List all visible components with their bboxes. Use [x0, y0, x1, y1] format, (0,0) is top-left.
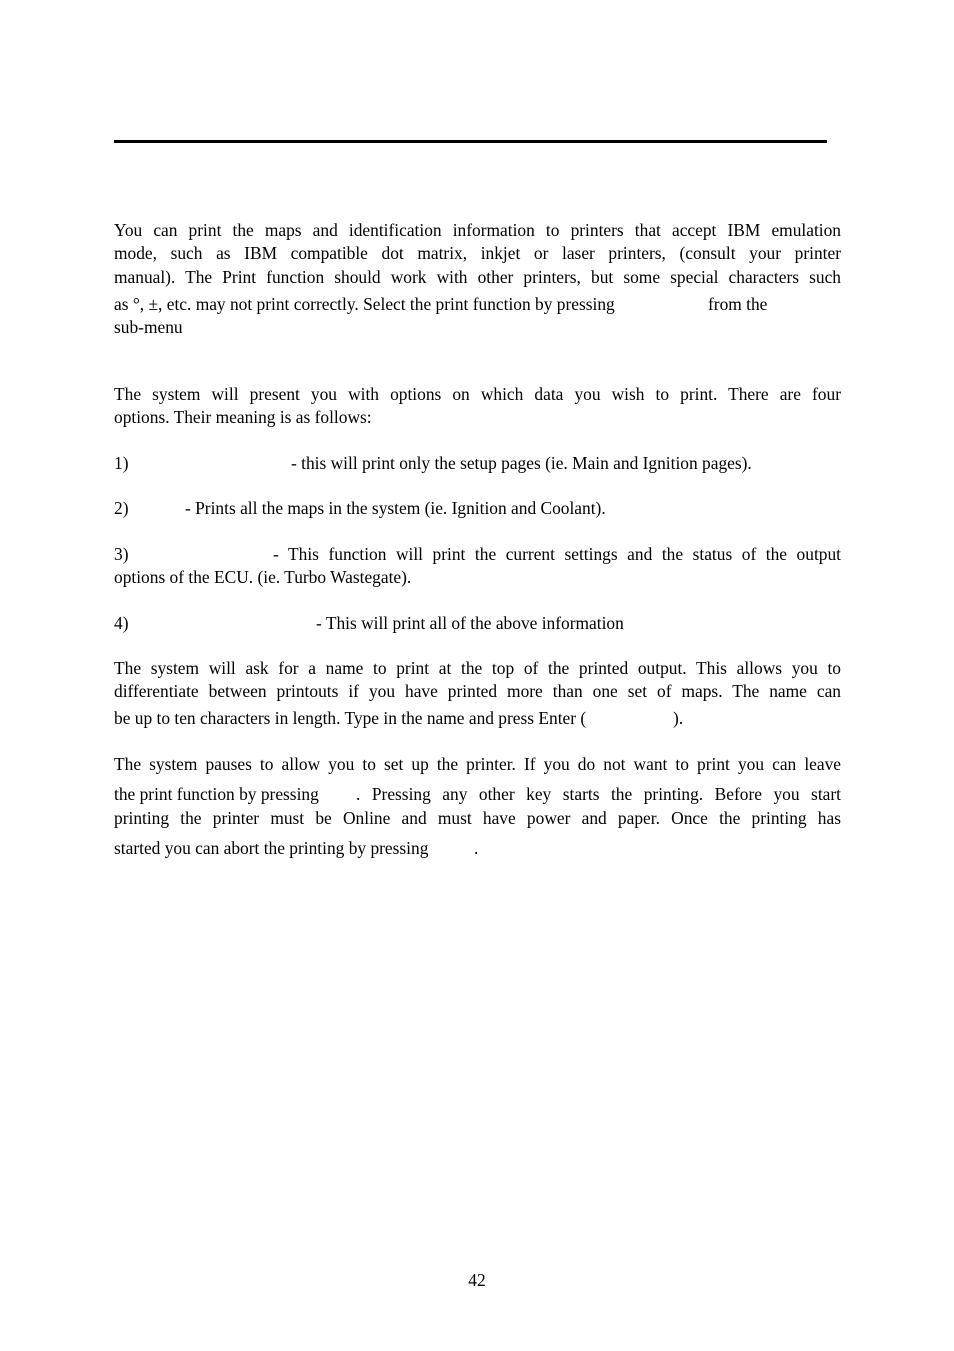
printer-line-2b: . Pressing any other key starts the printing. Before you start: [356, 784, 841, 804]
options-intro-line-1: The system will present you with options on which data you wish to print. There are four: [114, 384, 841, 404]
name-line-3b: ).: [673, 708, 684, 728]
option-3-number: 3): [114, 544, 129, 564]
option-3-text-2: options of the ECU. (ie. Turbo Wastegate).: [114, 567, 412, 587]
option-2-number: 2): [114, 498, 129, 518]
header-rule: [114, 140, 827, 143]
printer-line-4b: .: [474, 838, 479, 858]
option-3-line-1-wrap: [273, 543, 841, 566]
intro-line-5: sub-menu: [114, 317, 183, 337]
option-4-text: - This will print all of the above information: [316, 613, 624, 633]
intro-line-1: You can print the maps and identification information to printers that accept IBM emulation: [114, 220, 841, 240]
option-2-text: - Prints all the maps in the system (ie. Ignition and Coolant).: [185, 498, 606, 518]
printer-paragraph: [114, 753, 841, 776]
intro-line-2: mode, such as IBM compatible dot matrix, inkjet or laser printers, (consult your printer: [114, 243, 841, 264]
intro-line-4b: from the: [708, 294, 768, 314]
printer-line-4a: started you can abort the printing by pressing: [114, 838, 429, 858]
printer-line-3: printing the printer must be Online and must have power and paper. Once the printing has: [114, 808, 841, 828]
name-line-2: differentiate between printouts if you have printed more than one set of maps. The name can: [114, 681, 841, 702]
option-3-text: - This function will print the current settings and the status of the output: [273, 544, 841, 564]
intro-line-3: manual). The Print function should work with other printers, but some special characters such: [114, 266, 841, 287]
option-4-number: 4): [114, 613, 129, 633]
printer-line-2a: the print function by pressing: [114, 784, 319, 804]
name-line-3a: be up to ten characters in length. Type in the name and press Enter (: [114, 708, 587, 728]
printer-line-3-wrap: [114, 807, 841, 830]
option-1-text: - this will print only the setup pages (ie. Main and Ignition pages).: [291, 453, 752, 473]
intro-line-4a: as °, ±, etc. may not print correctly. Select the print function by pressing: [114, 294, 615, 314]
page-number: 42: [468, 1270, 486, 1290]
name-paragraph: [114, 657, 841, 704]
options-intro-line-2: options. Their meaning is as follows:: [114, 407, 372, 428]
options-intro-paragraph: [114, 383, 841, 430]
printer-line-1: The system pauses to allow you to set up the printer. If you do not want to print you can leave: [114, 754, 841, 774]
printer-line-2b-wrap: [356, 783, 841, 806]
name-line-1: The system will ask for a name to print at the top of the printed output. This allows you to: [114, 658, 841, 678]
intro-paragraph: [114, 219, 841, 289]
option-1-number: 1): [114, 453, 129, 473]
